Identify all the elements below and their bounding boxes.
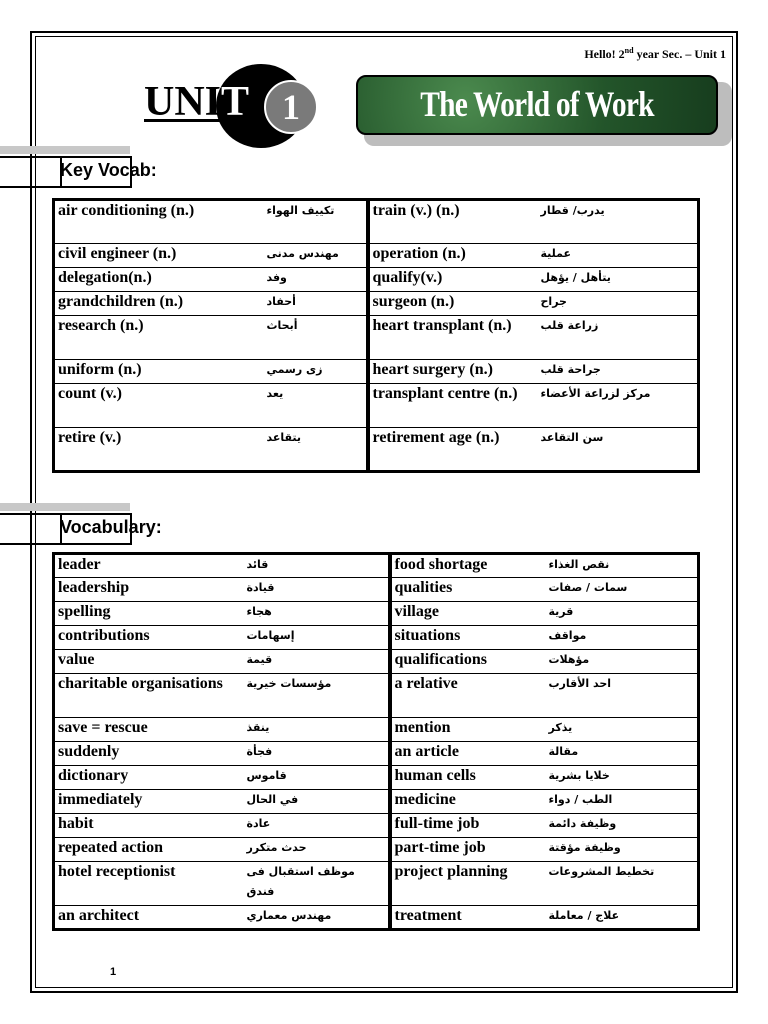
vocab-term-en: an architect bbox=[54, 906, 244, 930]
vocab-term-en: mention bbox=[390, 718, 546, 742]
vocab-term-en: situations bbox=[390, 626, 546, 650]
vocab-term-en: grandchildren (n.) bbox=[54, 292, 264, 316]
key-vocab-heading: Key Vocab: bbox=[60, 160, 157, 180]
vocab-term-ar: زى رسمي bbox=[264, 360, 368, 384]
vocab-term-en: project planning bbox=[390, 862, 546, 906]
vocab-term-en: surgeon (n.) bbox=[368, 292, 538, 316]
vocab-term-en: heart transplant (n.) bbox=[368, 316, 538, 360]
vocab-term-en: transplant centre (n.) bbox=[368, 384, 538, 428]
vocab-row bbox=[54, 790, 699, 814]
vocab-term-ar: زراعة قلب bbox=[538, 316, 699, 360]
vocab-row bbox=[54, 292, 699, 316]
vocab-term-ar: مهندس معماري bbox=[244, 906, 390, 930]
vocab-term-en: suddenly bbox=[54, 742, 244, 766]
vocab-term-ar: إسهامات bbox=[244, 626, 390, 650]
vocab-row bbox=[54, 674, 699, 718]
vocab-term-ar: عملية bbox=[538, 244, 699, 268]
vocab-term-en: village bbox=[390, 602, 546, 626]
vocab-term-ar: قاموس bbox=[244, 766, 390, 790]
vocab-row bbox=[54, 650, 699, 674]
vocab-term-en: heart surgery (n.) bbox=[368, 360, 538, 384]
vocab-term-en: part-time job bbox=[390, 838, 546, 862]
vocab-term-ar: سمات / صفات bbox=[546, 578, 699, 602]
vocab-term-ar: أحفاد bbox=[264, 292, 368, 316]
vocab-term-en: air conditioning (n.) bbox=[54, 200, 264, 244]
vocab-term-ar: فجأة bbox=[244, 742, 390, 766]
section-tab-vocabulary bbox=[0, 513, 62, 545]
unit-badge bbox=[140, 62, 380, 148]
vocab-row bbox=[54, 838, 699, 862]
vocab-row bbox=[54, 384, 699, 428]
vocab-row bbox=[54, 360, 699, 384]
vocab-term-en: leadership bbox=[54, 578, 244, 602]
vocab-term-ar: مواقف bbox=[546, 626, 699, 650]
vocab-row bbox=[54, 814, 699, 838]
vocab-term-en: medicine bbox=[390, 790, 546, 814]
vocab-term-ar: سن التقاعد bbox=[538, 428, 699, 472]
unit-label: UNIT bbox=[144, 79, 250, 125]
vocab-row bbox=[54, 602, 699, 626]
vocab-term-en: delegation(n.) bbox=[54, 268, 264, 292]
vocab-term-ar: موظف استقبال فى فندق bbox=[244, 862, 390, 906]
vocab-term-ar: وظيفة دائمة bbox=[546, 814, 699, 838]
vocab-term-ar: هجاء bbox=[244, 602, 390, 626]
vocab-row bbox=[54, 244, 699, 268]
vocab-term-en: charitable organisations bbox=[54, 674, 244, 718]
vocab-term-ar: يدرب/ قطار bbox=[538, 200, 699, 244]
section-bar-key-vocab bbox=[0, 146, 130, 154]
vocab-term-en: leader bbox=[54, 554, 244, 578]
vocab-row bbox=[54, 862, 699, 906]
vocab-term-ar: في الحال bbox=[244, 790, 390, 814]
vocab-term-ar: الطب / دواء bbox=[546, 790, 699, 814]
vocab-term-ar: تكييف الهواء bbox=[264, 200, 368, 244]
section-tab-key-vocab bbox=[0, 156, 62, 188]
vocab-term-en: retire (v.) bbox=[54, 428, 264, 472]
vocab-term-ar: قيمة bbox=[244, 650, 390, 674]
vocab-term-ar: جراح bbox=[538, 292, 699, 316]
key-vocab-heading-frame bbox=[60, 156, 132, 188]
vocab-term-en: qualify(v.) bbox=[368, 268, 538, 292]
vocab-term-ar: علاج / معاملة bbox=[546, 906, 699, 930]
vocab-term-ar: مقالة bbox=[546, 742, 699, 766]
vocab-term-ar: مهندس مدنى bbox=[264, 244, 368, 268]
vocab-term-ar: ينقذ bbox=[244, 718, 390, 742]
vocab-term-en: dictionary bbox=[54, 766, 244, 790]
vocab-row bbox=[54, 554, 699, 578]
vocab-term-ar: نقص الغذاء bbox=[546, 554, 699, 578]
vocab-term-en: uniform (n.) bbox=[54, 360, 264, 384]
banner-title: The World of Work bbox=[420, 84, 654, 124]
vocab-term-en: civil engineer (n.) bbox=[54, 244, 264, 268]
vocab-term-en: operation (n.) bbox=[368, 244, 538, 268]
vocab-term-en: train (v.) (n.) bbox=[368, 200, 538, 244]
vocab-term-ar: يتأهل / يؤهل bbox=[538, 268, 699, 292]
vocab-term-en: research (n.) bbox=[54, 316, 264, 360]
vocab-term-ar: مؤسسات خيرية bbox=[244, 674, 390, 718]
vocab-term-en: retirement age (n.) bbox=[368, 428, 538, 472]
running-head: Hello! 2nd year Sec. – Unit 1 bbox=[584, 46, 726, 61]
unit-number: 1 bbox=[264, 80, 318, 134]
vocab-term-ar: مؤهلات bbox=[546, 650, 699, 674]
vocab-term-ar: جراحة قلب bbox=[538, 360, 699, 384]
vocab-term-en: qualities bbox=[390, 578, 546, 602]
vocab-term-ar: يتقاعد bbox=[264, 428, 368, 472]
vocab-term-ar: يعد bbox=[264, 384, 368, 428]
vocab-term-ar: وظيفة مؤقتة bbox=[546, 838, 699, 862]
vocab-row bbox=[54, 316, 699, 360]
vocab-term-en: spelling bbox=[54, 602, 244, 626]
vocab-term-en: value bbox=[54, 650, 244, 674]
vocab-term-ar: خلايا بشرية bbox=[546, 766, 699, 790]
vocab-row bbox=[54, 578, 699, 602]
section-bar-vocabulary bbox=[0, 503, 130, 511]
vocab-term-ar: قائد bbox=[244, 554, 390, 578]
vocab-term-en: immediately bbox=[54, 790, 244, 814]
vocab-term-ar: يذكر bbox=[546, 718, 699, 742]
vocab-term-ar: تخطيط المشروعات bbox=[546, 862, 699, 906]
vocab-term-ar: قرية bbox=[546, 602, 699, 626]
vocab-term-ar: قيادة bbox=[244, 578, 390, 602]
vocab-term-en: habit bbox=[54, 814, 244, 838]
key-vocab-table bbox=[52, 198, 700, 473]
vocab-term-ar: أبحاث bbox=[264, 316, 368, 360]
vocab-row bbox=[54, 268, 699, 292]
vocab-term-en: contributions bbox=[54, 626, 244, 650]
title-banner bbox=[356, 75, 718, 135]
vocab-row bbox=[54, 906, 699, 930]
vocabulary-heading: Vocabulary: bbox=[60, 517, 162, 537]
vocab-term-en: food shortage bbox=[390, 554, 546, 578]
vocab-row bbox=[54, 200, 699, 244]
vocab-term-en: qualifications bbox=[390, 650, 546, 674]
vocab-term-en: full-time job bbox=[390, 814, 546, 838]
vocab-term-en: a relative bbox=[390, 674, 546, 718]
vocab-row bbox=[54, 766, 699, 790]
vocab-term-en: repeated action bbox=[54, 838, 244, 862]
vocab-term-en: save = rescue bbox=[54, 718, 244, 742]
vocab-row bbox=[54, 428, 699, 472]
vocab-term-ar: احد الأقارب bbox=[546, 674, 699, 718]
vocab-term-en: human cells bbox=[390, 766, 546, 790]
vocab-term-en: hotel receptionist bbox=[54, 862, 244, 906]
vocab-term-ar: عادة bbox=[244, 814, 390, 838]
vocab-term-ar: حدث متكرر bbox=[244, 838, 390, 862]
vocab-row bbox=[54, 626, 699, 650]
vocab-row bbox=[54, 742, 699, 766]
vocabulary-table bbox=[52, 552, 700, 931]
vocab-term-ar: مركز لزراعة الأعضاء bbox=[538, 384, 699, 428]
vocab-term-en: count (v.) bbox=[54, 384, 264, 428]
vocabulary-heading-frame bbox=[60, 513, 132, 545]
page-number: 1 bbox=[110, 966, 117, 978]
vocab-term-en: an article bbox=[390, 742, 546, 766]
vocab-term-en: treatment bbox=[390, 906, 546, 930]
vocab-row bbox=[54, 718, 699, 742]
vocab-term-ar: وفد bbox=[264, 268, 368, 292]
